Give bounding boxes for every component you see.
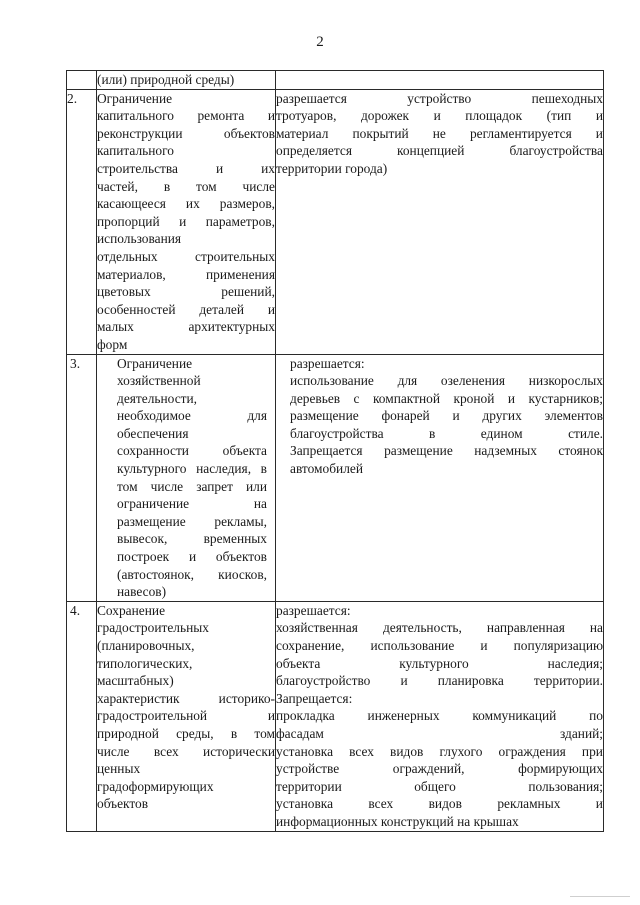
text-line: объекта культурного наследия; — [276, 655, 603, 671]
condition-line: цветовых решений, — [97, 284, 275, 300]
text-line: прокладка инженерных коммуникаций по — [276, 708, 603, 724]
condition-line: капитального — [97, 143, 174, 159]
condition-line: Ограничение — [97, 90, 173, 106]
condition-line: отдельных строительных — [97, 248, 275, 264]
condition-line: малых архитектурных — [97, 319, 275, 335]
table-row — [67, 354, 604, 601]
condition-cell — [97, 71, 276, 90]
text-line: материал покрытий не регламентируется и — [276, 125, 603, 141]
condition-line: объектов — [97, 796, 149, 812]
condition-line: использования — [97, 231, 182, 247]
condition-line: масштабных) — [97, 673, 174, 689]
table-row — [67, 601, 604, 831]
text-line: разрешается: — [290, 355, 365, 371]
text-line: благоустройство и планировка территории. — [276, 673, 603, 689]
regulation-cell — [276, 601, 604, 831]
text-line: информационных конструкций на крышах — [276, 813, 519, 829]
regulation-cell — [276, 71, 604, 90]
condition-cell — [97, 354, 276, 601]
text-line: Запрещается: — [276, 690, 353, 706]
text-line: разрешается: — [276, 602, 351, 618]
text-line: фасадам зданий; — [276, 725, 603, 741]
regulation-cell — [276, 354, 604, 601]
row-number-cell: 4. — [67, 601, 97, 831]
row-number-cell: 3. — [67, 354, 97, 601]
table-row — [67, 89, 604, 354]
regulation-cell — [276, 89, 604, 354]
text-line: Запрещается размещение надземных стоянок — [290, 443, 603, 459]
condition-line: строительства и их — [97, 160, 275, 176]
condition-line: сохранности объекта — [117, 443, 267, 459]
condition-line: необходимое для — [117, 408, 267, 424]
text-line: деревьев с компактной кроной и кустарников; — [290, 390, 603, 406]
condition-line: обеспечения — [117, 425, 189, 441]
table-row-continuation — [67, 71, 604, 90]
condition-line: хозяйственной — [117, 373, 201, 389]
condition-line: материалов, применения — [97, 266, 275, 282]
condition-line: касающееся их размеров, — [97, 196, 275, 212]
condition-line: культурного наследия, в — [117, 461, 267, 477]
condition-line: капитального ремонта и — [97, 108, 275, 124]
page-number: 2 — [316, 34, 324, 50]
condition-line: построек и объектов — [117, 549, 267, 565]
condition-line: градостроительных — [97, 620, 209, 636]
condition-line: Ограничение — [117, 355, 193, 371]
condition-line: том числе запрет или — [117, 478, 267, 494]
row-number-cell — [67, 71, 97, 90]
text-line: хозяйственная деятельность, направленная на — [276, 620, 603, 636]
text-line: установка всех видов глухого ограждения при — [276, 743, 603, 759]
text-line: определяется концепцией благоустройства — [276, 143, 603, 159]
text-line: установка всех видов рекламных и — [276, 796, 603, 812]
text-line: размещение фонарей и других элементов — [290, 408, 603, 424]
text-line: территории города) — [276, 160, 388, 176]
condition-line: навесов) — [117, 584, 167, 600]
condition-line: Сохранение — [97, 602, 166, 618]
condition-line: ценных — [97, 761, 141, 777]
condition-line: пропорций и параметров, — [97, 213, 275, 229]
condition-line: особенностей деталей и — [97, 301, 275, 317]
condition-line: форм — [97, 336, 128, 352]
text-line: разрешается устройство пешеходных — [276, 90, 603, 106]
condition-line: ограничение на — [117, 496, 267, 512]
row-number-cell: 2. — [67, 89, 97, 354]
scan-edge-mark — [570, 896, 630, 897]
text-line: устройстве ограждений, формирующих — [276, 761, 603, 777]
condition-cell — [97, 89, 276, 354]
condition-line: вывесок, временных — [117, 531, 267, 547]
condition-line: типологических, — [97, 655, 193, 671]
text-line: тротуаров, дорожек и площадок (тип и — [276, 108, 603, 124]
condition-line: (планировочных, — [97, 638, 195, 653]
text-line: автомобилей — [290, 461, 363, 477]
condition-line: (или) природной среды) — [97, 72, 235, 87]
condition-line: деятельности, — [117, 390, 198, 406]
text-line: сохранение, использование и популяризацию — [276, 638, 603, 653]
condition-line: природной среды, в том — [97, 725, 275, 741]
condition-line: (автостоянок, киосков, — [117, 566, 267, 582]
condition-line: реконструкции объектов — [97, 125, 275, 141]
condition-cell — [97, 601, 276, 831]
text-line: благоустройства в едином стиле. — [290, 425, 603, 441]
condition-line: градоформирующих — [97, 778, 214, 794]
text-line: использование для озеленения низкорослых — [290, 373, 603, 389]
regulations-table — [66, 70, 604, 832]
text-line: территории общего пользования; — [276, 778, 603, 794]
condition-line: числе всех исторически — [97, 743, 275, 759]
condition-line: характеристик историко- — [97, 690, 275, 706]
condition-line: частей, в том числе — [97, 178, 275, 194]
condition-line: размещение рекламы, — [117, 513, 267, 529]
condition-line: градостроительной и — [97, 708, 275, 724]
